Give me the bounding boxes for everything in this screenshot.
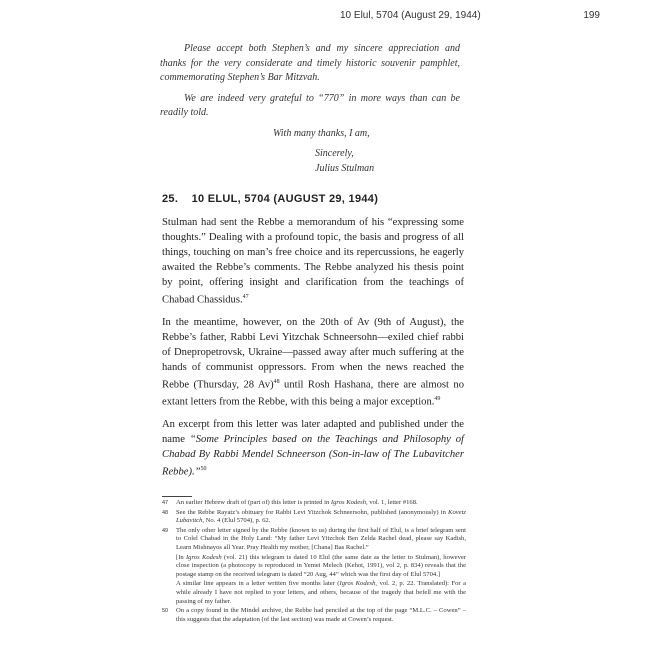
footnote-number: 47 [162, 500, 169, 506]
footnote-number: 48 [162, 509, 169, 516]
body-text-span: In the meantime, however, on the 20th of Av (9th of August), the Rebbe’s father, Rabbi Levi Yitzchak Schneersohn—exiled chief rabbi of Dnepropetrovsk, Ukraine—passed away after much suffering at the hands of communist oppressors. From when the news reached the Rebbe (Thursday, 28 Av) [162, 316, 464, 391]
footnote-number: 49 [162, 527, 169, 534]
footnote-title: Igros Kodesh [185, 553, 222, 561]
body-text [162, 215, 464, 486]
footnote-text: [In [176, 553, 186, 561]
footnote-title: Kovetz Lubavitch [176, 508, 466, 525]
footnote-text: , No. 4 (Elul 5704), p. 62. [202, 517, 271, 525]
page-number: 199 [583, 10, 600, 21]
section-title: 10 ELUL, 5704 (AUGUST 29, 1944) [191, 193, 379, 205]
footnote-ref: 48 [273, 378, 280, 385]
body-text-span: Stulman had sent the Rebbe a memorandum of his “expressing some thoughts.” Dealing with a profound topic, the basis and progress of all things, touching on man’s free choice and its repercussions, he eagerly awaited the Rebbe’s comments. The Rebbe analyzed his thesis point by point, offering insight and clarification from the teachings of Chabad Chassidus. [162, 217, 464, 306]
footnote-title: Igros Kodesh [330, 499, 367, 506]
footnotes [162, 499, 466, 625]
footnote-title: Igros Kodesh [339, 580, 376, 588]
footnote-ref: 49 [434, 396, 441, 403]
running-header-title: 10 Elul, 5704 (August 29, 1944) [340, 10, 481, 21]
footnote-divider [162, 496, 192, 497]
footnote [162, 607, 466, 624]
section-heading [162, 193, 462, 205]
body-paragraph [162, 215, 464, 308]
footnote [162, 527, 466, 553]
letter-signature: Julius Stulman [315, 162, 375, 174]
body-paragraph [162, 315, 464, 410]
letter-paragraph: Please accept both Stephen’s and my sincere appreciation and thanks for the very considerate and timely historic souvenir pamphlet, commemorating Stephen’s Bar Mitzvah. [160, 43, 460, 83]
footnote-ref: 50 [200, 465, 207, 472]
footnote-number: 50 [162, 608, 169, 615]
body-text-span: An excerpt from this letter was later adapted and published under the name [162, 418, 464, 445]
letter-excerpt [160, 42, 460, 176]
body-text-span: until Rosh Hashana, there are almost no extant letters from the Rebbe, with this being a major exception. [162, 379, 464, 408]
footnote [162, 499, 466, 508]
footnote-text: The only other letter signed by the Rebbe (known to us) during the first half of Elul, is a brief telegram sent to Colel Chabad in the Holy Land: “My father Levi Yitzchok Ben Zelda Rachel dead, please say Kadish, Learn Mishnayos all Year. Pray Health my mother, [Chana] Bas Rachel.” [176, 526, 466, 551]
publication-title: “Some Principles based on the Teachings and Philosophy of Chabad By Rabbi Mendel Schneerson (Son-in-law of The Lubavitcher Rebbe).” [162, 433, 464, 478]
footnote-ref: 47 [242, 294, 249, 300]
footnote-continuation [162, 554, 466, 580]
footnote-text: , vol. 2, p. 22. Translated): For a while already I have not replied to your letters, and others, because of the tragedy that befell me with the passing of my father. [176, 580, 466, 605]
footnote-text: A similar line appears in a letter written five months later ( [176, 580, 340, 588]
footnote-text: , vol. 1, letter #168. [366, 499, 418, 506]
footnote-text: On a copy found in the Mindel archive, the Rebbe had penciled at the top of the page “M.L.C. – Cowen” – this suggests that the adaptation (of the last section) was made at Cowen’s request. [176, 607, 466, 623]
running-header [340, 10, 600, 26]
footnote-text: An earlier Hebrew draft of (part of) this letter is printed in [176, 499, 331, 506]
footnote-text: See the Rebbe Rayatz’s obituary for Rabbi Levi Yitzchok Schneersohn, published (anonymously) in [176, 508, 449, 516]
letter-closing: With many thanks, I am, [273, 127, 370, 139]
body-paragraph [162, 417, 464, 480]
footnote-continuation [162, 580, 466, 606]
footnote [162, 509, 466, 526]
footnote-text: (vol. 21) this telegram is dated 10 Elul (the same date as the letter to Stulman), however close inspection (a photocopy is reproduced in Yemei Melech (Kehot, 1991), vol 2, p. 834) reveals that the postage stamp on the received telegram is dated “20 Aug, 44” which was the first day of Elul 5704.] [176, 553, 467, 578]
section-number: 25. [162, 193, 179, 205]
letter-signoff: Sincerely, [315, 148, 354, 159]
letter-paragraph: We are indeed very grateful to “770” in more ways than can be readily told. [160, 92, 460, 118]
